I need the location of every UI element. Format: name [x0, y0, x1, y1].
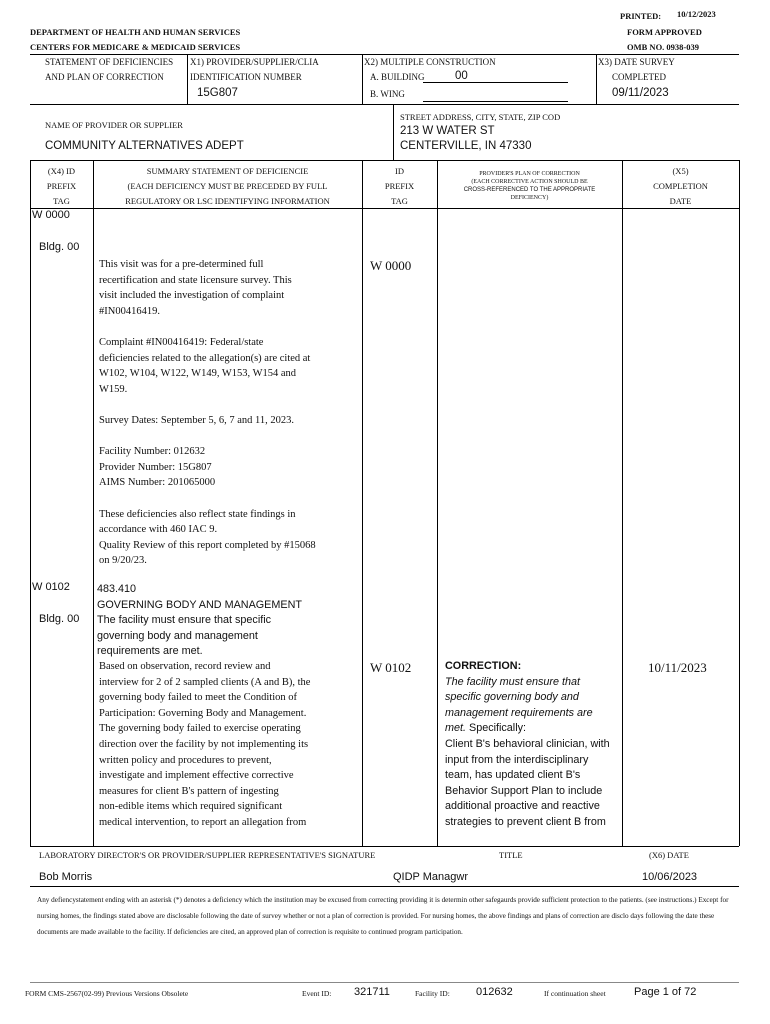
w0102-findings [99, 659, 359, 831]
text-line: recertification and state licensure survey. This [99, 274, 292, 286]
plan-header-4: DEFICIENCY) [510, 195, 549, 201]
text-line: Quality Review of this report completed by #15068 [99, 539, 316, 551]
signature-label: LABORATORY DIRECTOR'S OR PROVIDER/SUPPLIER REPRESENTATIVE'S SIGNATURE [39, 850, 376, 860]
text-line: The facility must ensure that [445, 675, 581, 688]
x5-header-1: (X5) [672, 166, 689, 176]
text-line: management requirements are [445, 706, 593, 719]
building-value: 00 [455, 70, 468, 82]
text-line: W159. [99, 383, 128, 395]
text-line: medical intervention, to report an allegation from [99, 816, 307, 828]
summary-paragraph [99, 444, 359, 491]
text-line: #IN00416419. [99, 305, 160, 317]
id-header-1: ID [395, 166, 404, 176]
x4-header-3: TAG [53, 196, 70, 206]
text-line: additional proactive and reactive [445, 800, 600, 813]
text-line: The governing body failed to exercise operating [99, 723, 301, 735]
text-line: Based on observation, record review and [99, 661, 271, 672]
text-line: The facility must ensure that specific [97, 614, 272, 627]
text-line: governing body and management [97, 629, 258, 642]
x1-label-2: IDENTIFICATION NUMBER [190, 72, 302, 82]
department-title: DEPARTMENT OF HEALTH AND HUMAN SERVICES [30, 27, 241, 37]
correction-label: CORRECTION: [445, 660, 522, 672]
text-line: W102, W104, W122, W149, W153, W154 and [99, 368, 297, 380]
text-line: These deficiencies also reflect state findings in [99, 508, 296, 520]
plan-header-3: CROSS-REFERENCED TO THE APPROPRIATE [463, 187, 596, 193]
event-id-value: 321711 [354, 986, 390, 998]
w0000-id-tag: W 0000 [370, 258, 412, 273]
text-line: visit included the investigation of complaint [99, 290, 285, 302]
w0102-id-tag: W 0102 [370, 660, 412, 675]
x3-label-1: X3) DATE SURVEY [598, 57, 675, 67]
w0102-regulation [97, 582, 359, 660]
text-line: written policy and procedures to prevent, [99, 754, 272, 766]
plan-header-2: (EACH CORRECTIVE ACTION SHOULD BE [471, 179, 588, 185]
title-label: TITLE [499, 850, 523, 860]
signature-date: 10/06/2023 [642, 871, 698, 883]
w0000-building: Bldg. 00 [39, 241, 80, 253]
address-line-2: CENTERVILLE, IN 47330 [400, 140, 532, 152]
plan-of-correction [445, 659, 620, 831]
text-line: accordance with 460 IAC 9. [99, 524, 218, 536]
plan-header-1: PROVIDER'S PLAN OF CORRECTION [479, 171, 580, 177]
completion-date: 10/11/2023 [648, 660, 707, 675]
text-line: Complaint #IN00416419: Federal/state [99, 336, 264, 348]
w0102-building: Bldg. 00 [39, 613, 80, 625]
summary-paragraph [99, 257, 359, 319]
text-fragment: met. [445, 722, 466, 735]
x1-label-1: X1) PROVIDER/SUPPLIER/CLIA [190, 57, 319, 67]
x3-label-2: COMPLETED [612, 72, 666, 82]
id-header-3: TAG [391, 196, 408, 206]
text-line: Facility Number: 012632 [99, 446, 206, 458]
text-line: team, has updated client B's [445, 769, 581, 782]
wing-label: B. WING [370, 89, 405, 99]
text-line: input from the interdisciplinary [445, 753, 589, 766]
facility-id-label: Facility ID: [415, 989, 450, 998]
signer-name: Bob Morris [39, 871, 93, 883]
w0000-summary [99, 257, 359, 584]
text-line: interview for 2 of 2 sampled clients (A and B), the [99, 676, 311, 688]
text-line: measures for client B's pattern of ingesting [99, 785, 279, 797]
text-line: governing body failed to meet the Condition of [99, 692, 298, 704]
text-line: Client B's behavioral clinician, with [445, 737, 610, 750]
text-line: This visit was for a pre-determined full [99, 259, 264, 270]
date-label: (X6) DATE [649, 850, 689, 860]
building-label: A. BUILDING [370, 72, 425, 82]
form-number: FORM CMS-2567(02-99) Previous Versions Obsolete [25, 989, 189, 998]
provider-name-label: NAME OF PROVIDER OR SUPPLIER [45, 120, 183, 130]
x4-header-2: PREFIX [46, 181, 77, 191]
continuation-label: If continuation sheet [544, 989, 606, 998]
summary-header-2: (EACH DEFICIENCY MUST BE PRECEDED BY FULL [127, 181, 328, 191]
summary-paragraph [99, 507, 359, 569]
regulation-title: GOVERNING BODY AND MANAGEMENT [97, 598, 302, 611]
statement-label-2: AND PLAN OF CORRECTION [45, 72, 164, 82]
text-line: investigate and implement effective corrective [99, 770, 294, 782]
text-line: deficiencies related to the allegation(s) are cited at [99, 352, 311, 364]
text-line: Behavior Support Plan to include [445, 784, 603, 797]
printed-date: 10/12/2023 [677, 9, 716, 19]
statement-label-1: STATEMENT OF DEFICIENCIES [45, 57, 174, 67]
page-number: Page 1 of 72 [634, 986, 697, 998]
x5-header-3: DATE [669, 196, 692, 206]
text-line: Participation: Governing Body and Management. [99, 707, 307, 719]
x4-header-1: (X4) ID [47, 166, 76, 176]
text-fragment: Specifically: [466, 722, 527, 735]
printed-label: PRINTED: [620, 11, 662, 21]
omb-number: OMB NO. 0938-039 [627, 42, 700, 52]
survey-completed-date: 09/11/2023 [612, 87, 669, 99]
text-line: AIMS Number: 201065000 [99, 477, 216, 489]
provider-name-value: COMMUNITY ALTERNATIVES ADEPT [45, 140, 244, 152]
summary-header-3: REGULATORY OR LSC IDENTIFYING INFORMATION [125, 196, 330, 206]
regulation-number: 483.410 [97, 583, 137, 595]
summary-header-1: SUMMARY STATEMENT OF DEFICIENCIE [146, 166, 309, 176]
w0000-prefix-tag: W 0000 [32, 209, 70, 221]
x2-label: X2) MULTIPLE CONSTRUCTION [364, 57, 496, 67]
address-line-1: 213 W WATER ST [400, 125, 495, 137]
facility-id-value: 012632 [476, 986, 513, 998]
signer-title: QIDP Managwr [393, 871, 468, 883]
text-line: direction over the facility by not implementing its [99, 738, 309, 750]
event-id-label: Event ID: [302, 989, 332, 998]
id-header-2: PREFIX [384, 181, 415, 191]
summary-paragraph [99, 413, 359, 429]
form-approved: FORM APPROVED [627, 27, 702, 37]
summary-paragraph [99, 335, 359, 397]
text-line: requirements are met. [97, 645, 203, 658]
text-line: Survey Dates: September 5, 6, 7 and 11, 2023. [99, 414, 294, 426]
text-line: strategies to prevent client B from [445, 815, 606, 828]
w0102-prefix-tag: W 0102 [32, 581, 70, 593]
address-label: STREET ADDRESS, CITY, STATE, ZIP COD [400, 112, 561, 122]
text-line: Provider Number: 15G807 [99, 461, 212, 473]
x5-header-2: COMPLETION [653, 181, 708, 191]
text-line: non-edible items which required significant [99, 801, 283, 813]
text-line: on 9/20/23. [99, 555, 147, 567]
disclaimer-text: Any defiencystatement ending with an asterisk (*) denotes a deficiency which the institution may be excused from correcting providing it is determin other safegaurds provide sufficient protection to the patients. (see instructions.) Except for nursing homes, the findings stated above are disclosable following the date of survey whether or not a plan of correction is provided. For nursing homes, the above findings and plans of correction are disclo days following the date these documents are made available to the facility. If deficiencies are cited, an approved plan of correction is requisite to continued program participation. [37, 896, 729, 936]
text-line: specific governing body and [445, 691, 579, 704]
provider-id-value: 15G807 [197, 87, 238, 99]
text-line [445, 721, 620, 737]
centers-title: CENTERS FOR MEDICARE & MEDICAID SERVICES [30, 42, 241, 52]
